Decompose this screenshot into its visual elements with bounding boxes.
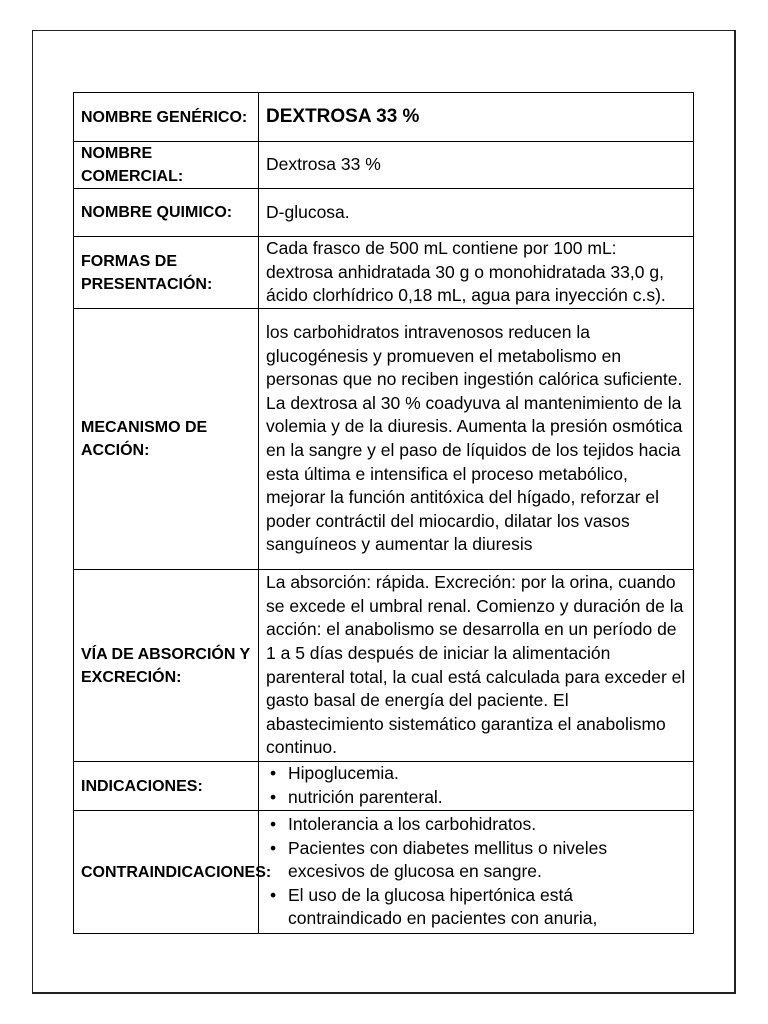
mechanism-value: los carbohidratos intravenosos reducen la glucogénesis y promueven el metabolismo en personas que no reciben ingestión calórica suficiente. La dextrosa al 30 % coadyuva al mantenimiento de la volemia y de la diuresis. Aumenta la presión osmótica en la sangre y el paso de líquidos de los tejidos hacia esta última e intensifica el proceso metabólico, mejorar la función antitóxica del hígado, reforzar el poder contráctil del miocardio, dilatar los vasos sanguíneos y aumentar la diuresis [259,309,694,570]
drug-info-table [73,92,694,934]
row-label-indications: INDICACIONES: [74,762,259,811]
chemical-name-value: D-glucosa. [259,189,694,237]
row-label-contraindications: CONTRAINDICACIONES: [74,811,259,934]
list-item: • Pacientes con diabetes mellitus o niveles excesivos de glucosa en sangre. [266,837,688,884]
row-label-absorption: VÍA DE ABSORCIÓN Y EXCRECIÓN: [74,570,259,762]
row-label-generic-name: NOMBRE GENÉRICO: [74,93,259,142]
list-item: • El uso de la glucosa hipertónica está contraindicado en pacientes con anuria, [266,884,688,931]
table-row [74,309,694,570]
row-label-mechanism: MECANISMO DE ACCIÓN: [74,309,259,570]
list-item: • Hipoglucemia. [266,762,688,786]
list-item: • Intolerancia a los carbohidratos. [266,813,688,837]
row-label-chemical-name: NOMBRE QUIMICO: [74,189,259,237]
table-row [74,93,694,142]
commercial-name-value: Dextrosa 33 % [259,142,694,189]
absorption-value: La absorción: rápida. Excreción: por la orina, cuando se excede el umbral renal. Comienzo y duración de la acción: el anabolismo se desarrolla en un período de 1 a 5 días después de iniciar la alimentación parenteral total, la cual está calculada para exceder el gasto basal de energía del paciente. El abastecimiento sistemático garantiza el anabolismo continuo. [259,570,694,762]
contraindications-list [266,813,688,931]
contraindications-value [259,811,694,934]
row-label-commercial-name: NOMBRE COMERCIAL: [74,142,259,189]
row-label-presentation: FORMAS DE PRESENTACIÓN: [74,237,259,309]
generic-name-value: DEXTROSA 33 % [259,93,694,142]
table-row [74,237,694,309]
indications-list [266,762,688,809]
table-row [74,142,694,189]
table-row [74,811,694,934]
indications-value [259,762,694,811]
table-row [74,570,694,762]
table-row [74,762,694,811]
table-row [74,189,694,237]
list-item: • nutrición parenteral. [266,786,688,810]
presentation-value: Cada frasco de 500 mL contiene por 100 mL: dextrosa anhidratada 30 g o monohidratada 33,0 g, ácido clorhídrico 0,18 mL, agua para inyección c.s). [259,237,694,309]
